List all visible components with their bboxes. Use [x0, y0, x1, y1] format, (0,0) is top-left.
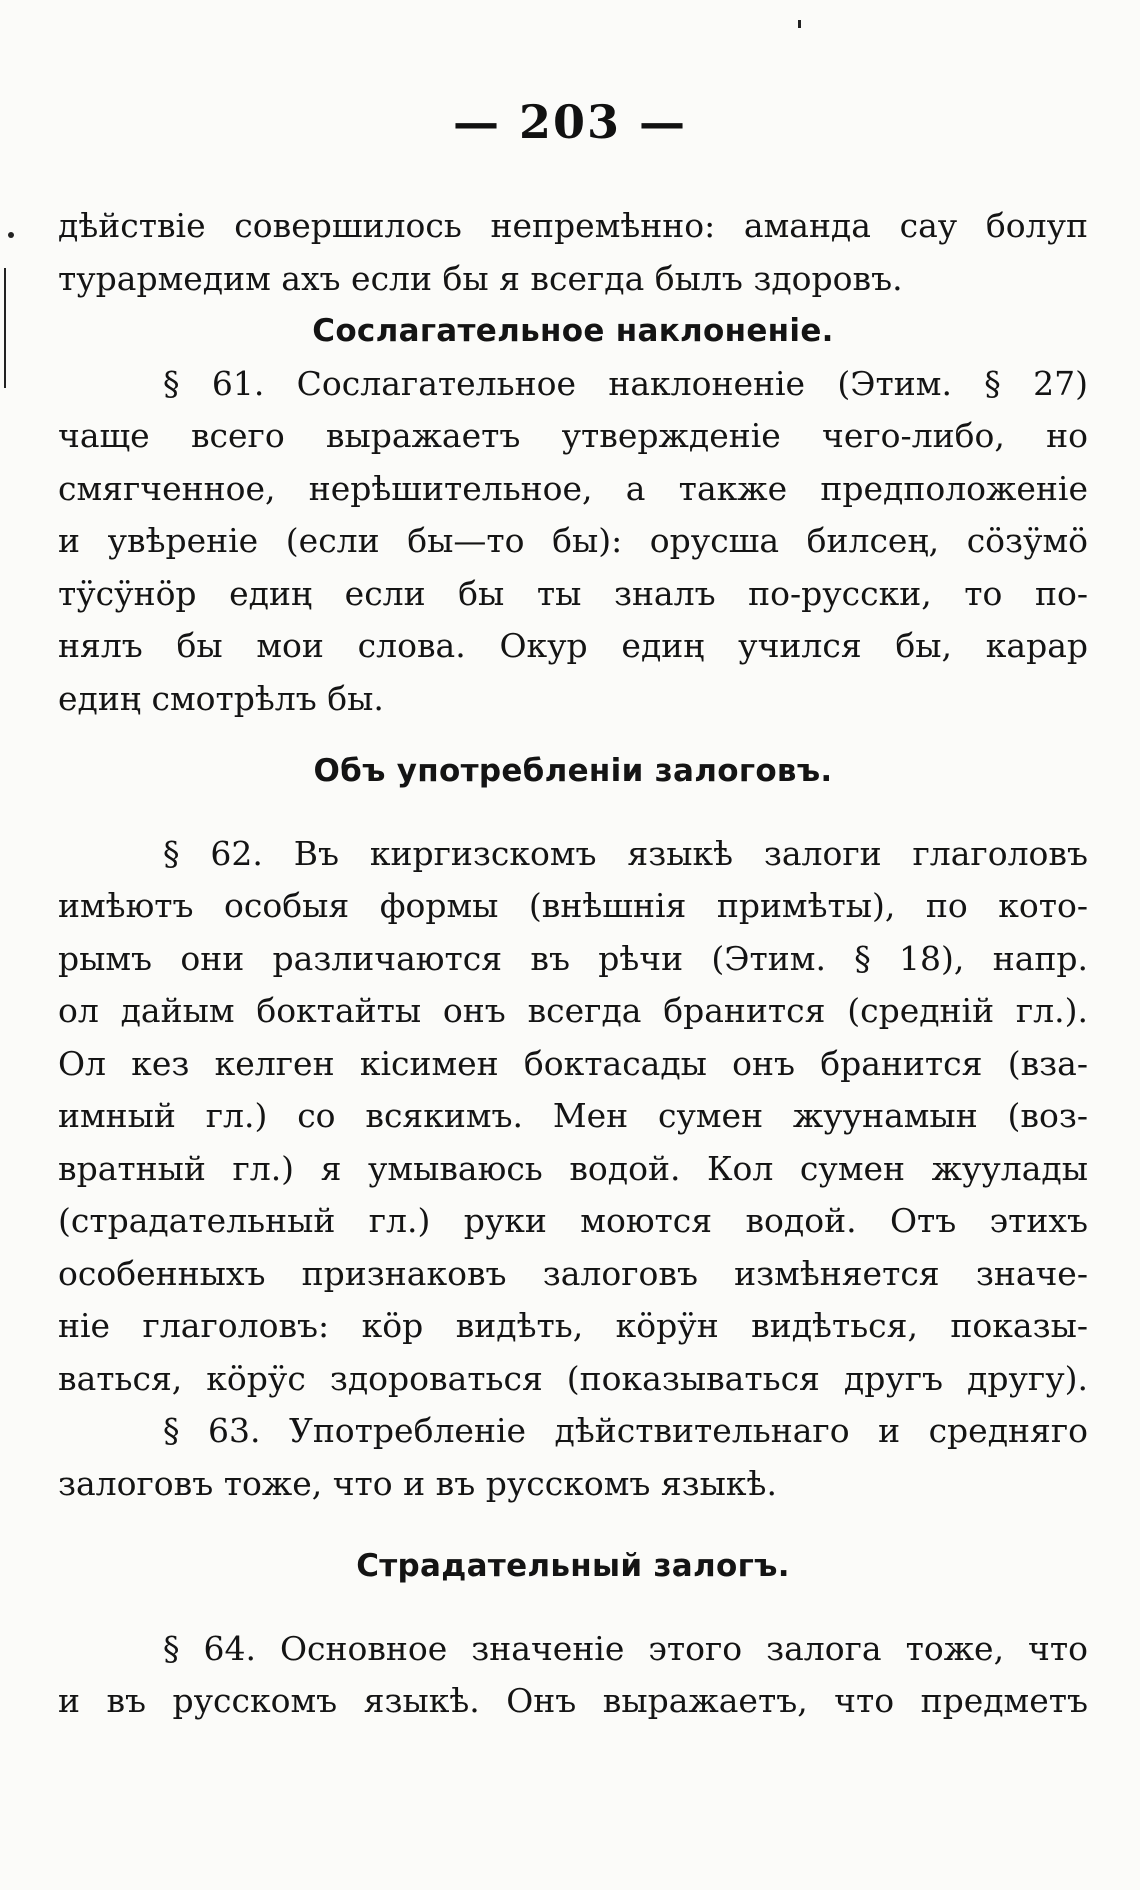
paragraph-61-line: § 61. Сослагательное наклоненіе (Этим. § 27): [163, 363, 1088, 403]
text-line: Ол кез келген кісимен боктасады онъ бранится (вза-: [58, 1043, 1088, 1083]
text-line: залоговъ тоже, что и въ русскомъ языкѣ.: [58, 1463, 777, 1503]
text-line: чаще всего выражаетъ утвержденіе чего-либо, но: [58, 416, 1088, 455]
text-line: рымъ они различаются въ рѣчи (Этим. § 18), напр.: [58, 938, 1088, 978]
text-line: нялъ бы мои слова. Окур едиң учился бы, карар: [58, 626, 1088, 665]
page-number: — 203 —: [452, 95, 688, 149]
section-heading: Объ употребленіи залоговъ.: [313, 753, 833, 789]
text-line: имѣютъ особыя формы (внѣшнія примѣты), по кото-: [58, 886, 1088, 925]
text-line: дѣйствіе совершилось непремѣнно: аманда сау болуп: [58, 206, 1088, 245]
text-line: имный гл.) со всякимъ. Мен сумен жуунамын (воз-: [58, 1096, 1088, 1135]
text-line: (страдательный гл.) руки моются водой. Отъ этихъ: [58, 1201, 1088, 1240]
text-line: особенныхъ признаковъ залоговъ измѣняется значе-: [58, 1253, 1088, 1293]
text-line: вратный гл.) я умываюсь водой. Кол сумен жуулады: [58, 1148, 1088, 1188]
text-line: смягченное, нерѣшительное, а также предположеніе: [58, 468, 1088, 508]
text-line: ваться, кӧрӱс здороваться (показываться другъ другу).: [58, 1358, 1088, 1398]
margin-dot: [8, 232, 14, 238]
text-line: ол дайым боктайты онъ всегда бранится (средній гл.).: [58, 991, 1088, 1030]
section-heading: Страдательный залогъ.: [356, 1548, 790, 1584]
text-line: тӱсӱнӧр едиң если бы ты зналъ по-русски, то по-: [58, 573, 1088, 613]
page-body: [58, 200, 1088, 1728]
text-line: едиң смотрѣлъ бы.: [58, 678, 384, 718]
paragraph-63-line: § 63. Употребленіе дѣйствительнаго и средняго: [163, 1411, 1088, 1450]
text-line: турармедим ахъ если бы я всегда былъ здоровъ.: [58, 258, 903, 298]
margin-rule: [4, 268, 6, 388]
section-heading: Сослагательное наклоненіе.: [312, 313, 834, 349]
text-line: и увѣреніе (если бы—то бы): орусша билсең, сӧзӱмӧ: [58, 521, 1088, 560]
top-speck: [798, 20, 801, 28]
text-line: ніе глаголовъ: кӧр видѣть, кӧрӱн видѣться, показы-: [58, 1306, 1088, 1345]
text-line: и въ русскомъ языкѣ. Онъ выражаетъ, что предметъ: [58, 1681, 1088, 1720]
paragraph-62-line: § 62. Въ киргизскомъ языкѣ залоги глаголовъ: [163, 833, 1088, 873]
paragraph-64-line: § 64. Основное значеніе этого залога тоже, что: [163, 1628, 1088, 1668]
